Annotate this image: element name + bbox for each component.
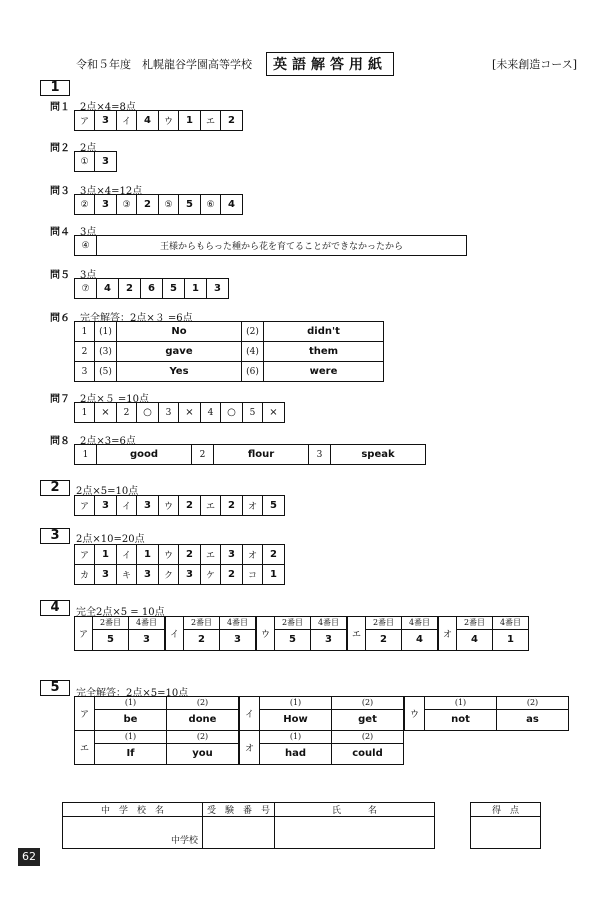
answer-cell: 1: [185, 279, 207, 299]
answer-key: イ: [240, 697, 260, 731]
answer-cell: 3: [95, 496, 117, 516]
reorder-group: [74, 616, 165, 651]
answer-cell: 1: [95, 545, 117, 565]
answer-cell: 5: [275, 629, 311, 650]
answer-cell: speak: [331, 445, 426, 465]
subheader: (2): [332, 697, 404, 710]
answer-cell: No: [117, 322, 242, 342]
answer-cell: 4: [221, 195, 243, 215]
answer-key: ア: [75, 496, 95, 516]
fill-group: [74, 730, 239, 765]
q1-answers: [74, 110, 243, 131]
subheader: 4番目: [220, 617, 256, 630]
q6-answers: [74, 321, 384, 382]
answer-key: エ: [201, 545, 221, 565]
q5-label: 問５ 3点: [50, 270, 97, 281]
answer-cell: 2: [179, 545, 201, 565]
answer-key: 2: [117, 403, 137, 423]
answer-cell: ○: [137, 403, 159, 423]
section-5-points: 完全解答：2点×5=10点: [76, 688, 189, 699]
exam-number-field: [203, 817, 275, 849]
answer-key: キ: [117, 565, 137, 585]
exam-number-header: 受 験 番 号: [203, 803, 275, 817]
subheader: 2番目: [184, 617, 220, 630]
answer-cell: 3: [311, 629, 347, 650]
answer-cell: 5: [93, 629, 129, 650]
answer-key: ⑤: [159, 195, 179, 215]
answer-key: ウ: [257, 617, 275, 651]
answer-key: ③: [117, 195, 137, 215]
answer-key: ア: [75, 545, 95, 565]
answer-key: コ: [243, 565, 263, 585]
answer-key: エ: [75, 731, 95, 765]
answer-key: (6): [242, 362, 264, 382]
q4-answers: [74, 235, 467, 256]
answer-cell: 3: [137, 496, 159, 516]
name-header: 氏 名: [275, 803, 435, 817]
q6-label: 問６ 完全解答：2点×３ =6点: [50, 313, 193, 324]
header-course: [未来創造コース]: [492, 58, 578, 71]
answer-cell: gave: [117, 342, 242, 362]
section-2-label: 2: [40, 480, 70, 496]
answer-key: (2): [242, 322, 264, 342]
answer-cell: you: [167, 743, 239, 764]
answer-key: 5: [243, 403, 263, 423]
q3-answers: [74, 194, 243, 215]
fill-group: [239, 730, 404, 765]
section-3-answers: [74, 544, 285, 585]
reorder-group: [165, 616, 256, 651]
subheader: (2): [332, 731, 404, 744]
answer-key: オ: [243, 496, 263, 516]
answer-cell: 1: [137, 545, 159, 565]
row-number: 2: [75, 342, 95, 362]
subheader: 2番目: [275, 617, 311, 630]
subheader: 4番目: [402, 617, 438, 630]
answer-key: (3): [95, 342, 117, 362]
answer-key: ②: [75, 195, 95, 215]
answer-key: ⑦: [75, 279, 97, 299]
school-suffix: 中学校: [170, 836, 198, 846]
answer-cell: 4: [137, 111, 159, 131]
answer-cell: them: [264, 342, 384, 362]
q7-answers: [74, 402, 285, 423]
answer-cell: If: [95, 743, 167, 764]
answer-cell: 2: [184, 629, 220, 650]
q4-label: 問４ 3点: [50, 227, 97, 238]
subheader: 4番目: [129, 617, 165, 630]
fill-group: [74, 696, 239, 731]
answer-cell: ×: [179, 403, 201, 423]
answer-cell: done: [167, 709, 239, 730]
subheader: 2番目: [457, 617, 493, 630]
answer-key: ケ: [201, 565, 221, 585]
answer-key: ア: [75, 697, 95, 731]
fill-group: [239, 696, 404, 731]
answer-key: イ: [117, 111, 137, 131]
answer-cell: 5: [179, 195, 201, 215]
answer-cell: 3: [179, 565, 201, 585]
subheader: 4番目: [311, 617, 347, 630]
answer-cell: Yes: [117, 362, 242, 382]
subheader: 2番目: [93, 617, 129, 630]
answer-key: 1: [75, 403, 95, 423]
q8-label: 問８ 2点×3=6点: [50, 436, 136, 447]
name-field: [275, 817, 435, 849]
score-box: [470, 802, 541, 849]
answer-key: 2: [192, 445, 214, 465]
answer-key: オ: [439, 617, 457, 651]
answer-key: 3: [159, 403, 179, 423]
page-title: 英語解答用紙: [266, 52, 394, 76]
answer-cell: 2: [221, 496, 243, 516]
answer-cell: ×: [263, 403, 285, 423]
answer-key: (4): [242, 342, 264, 362]
answer-cell: 6: [141, 279, 163, 299]
answer-key: 4: [201, 403, 221, 423]
subheader: (2): [167, 697, 239, 710]
answer-key: エ: [201, 496, 221, 516]
section-2-points: 2点×5=10点: [76, 486, 139, 497]
answer-key: ウ: [405, 697, 425, 731]
answer-key: (1): [95, 322, 117, 342]
answer-cell: 3: [95, 152, 117, 172]
answer-cell: How: [260, 709, 332, 730]
answer-key: ア: [75, 111, 95, 131]
score-field: [471, 817, 541, 849]
answer-cell: 3: [220, 629, 256, 650]
score-header: 得 点: [471, 803, 541, 817]
answer-cell: 2: [221, 111, 243, 131]
answer-cell: could: [332, 743, 404, 764]
subheader: (2): [167, 731, 239, 744]
q2-label: 問２ 2点: [50, 143, 97, 154]
reorder-group: [438, 616, 529, 651]
answer-cell: 1: [179, 111, 201, 131]
answer-key: ウ: [159, 545, 179, 565]
reorder-group: [347, 616, 438, 651]
section-3-label: 3: [40, 528, 70, 544]
q5-answers: [74, 278, 229, 299]
answer-key: ④: [75, 236, 97, 256]
answer-key: (5): [95, 362, 117, 382]
answer-cell: 2: [137, 195, 159, 215]
school-name-header: 中 学 校 名: [63, 803, 203, 817]
answer-cell: 1: [263, 565, 285, 585]
answer-cell: 3: [129, 629, 165, 650]
answer-key: ア: [75, 617, 93, 651]
answer-cell: 3: [95, 195, 117, 215]
answer-cell: 3: [207, 279, 229, 299]
subheader: 4番目: [493, 617, 529, 630]
answer-key: エ: [201, 111, 221, 131]
answer-cell: 王様からもらった種から花を育てることができなかったから: [97, 236, 467, 256]
answer-key: ウ: [159, 496, 179, 516]
subheader: (1): [95, 731, 167, 744]
answer-cell: 2: [366, 629, 402, 650]
section-4-points: 完全2点×5 = 10点: [76, 607, 165, 618]
answer-key: 3: [309, 445, 331, 465]
section-4-label: 4: [40, 600, 70, 616]
answer-cell: 3: [95, 111, 117, 131]
answer-cell: ○: [221, 403, 243, 423]
q3-label: 問３ 3点×4=12点: [50, 186, 143, 197]
subheader: (1): [425, 697, 497, 710]
fill-group: [404, 696, 569, 731]
header-school-year: 令和５年度 札幌龍谷学園高等学校: [76, 58, 252, 71]
answer-key: ウ: [159, 111, 179, 131]
answer-cell: be: [95, 709, 167, 730]
candidate-info-box: [62, 802, 435, 849]
answer-key: 1: [75, 445, 97, 465]
answer-cell: good: [97, 445, 192, 465]
answer-key: カ: [75, 565, 95, 585]
q1-label: 問１ 2点×4=8点: [50, 102, 136, 113]
answer-key: イ: [117, 545, 137, 565]
answer-key: エ: [348, 617, 366, 651]
answer-cell: ×: [95, 403, 117, 423]
q7-label: 問７ 2点×５ =10点: [50, 394, 150, 405]
answer-cell: 4: [97, 279, 119, 299]
answer-cell: 2: [119, 279, 141, 299]
subheader: (1): [95, 697, 167, 710]
answer-cell: didn't: [264, 322, 384, 342]
answer-cell: 5: [163, 279, 185, 299]
subheader: (2): [497, 697, 569, 710]
answer-key: オ: [243, 545, 263, 565]
q2-answers: [74, 151, 117, 172]
answer-key: ⑥: [201, 195, 221, 215]
answer-cell: get: [332, 709, 404, 730]
reorder-group: [256, 616, 347, 651]
answer-cell: 4: [402, 629, 438, 650]
answer-cell: had: [260, 743, 332, 764]
subheader: (1): [260, 731, 332, 744]
answer-key: イ: [166, 617, 184, 651]
row-number: 1: [75, 322, 95, 342]
row-number: 3: [75, 362, 95, 382]
answer-cell: 5: [263, 496, 285, 516]
answer-cell: flour: [214, 445, 309, 465]
section-5-label: 5: [40, 680, 70, 696]
answer-cell: 4: [457, 629, 493, 650]
section-5-answers: [74, 696, 574, 765]
subheader: 2番目: [366, 617, 402, 630]
answer-key: イ: [117, 496, 137, 516]
answer-cell: 3: [95, 565, 117, 585]
section-4-answers: [74, 616, 529, 651]
answer-cell: 2: [263, 545, 285, 565]
section-1-label: 1: [40, 80, 70, 96]
answer-cell: 1: [493, 629, 529, 650]
answer-cell: not: [425, 709, 497, 730]
section-2-answers: [74, 495, 285, 516]
answer-key: オ: [240, 731, 260, 765]
answer-cell: 3: [137, 565, 159, 585]
answer-cell: 3: [221, 545, 243, 565]
q8-answers: [74, 444, 426, 465]
subheader: (1): [260, 697, 332, 710]
answer-key: ク: [159, 565, 179, 585]
answer-cell: as: [497, 709, 569, 730]
page-number: 62: [18, 848, 40, 866]
section-3-points: 2点×10=20点: [76, 534, 145, 545]
school-name-field: [63, 817, 203, 849]
answer-cell: were: [264, 362, 384, 382]
answer-cell: 2: [179, 496, 201, 516]
answer-cell: 2: [221, 565, 243, 585]
answer-key: ①: [75, 152, 95, 172]
